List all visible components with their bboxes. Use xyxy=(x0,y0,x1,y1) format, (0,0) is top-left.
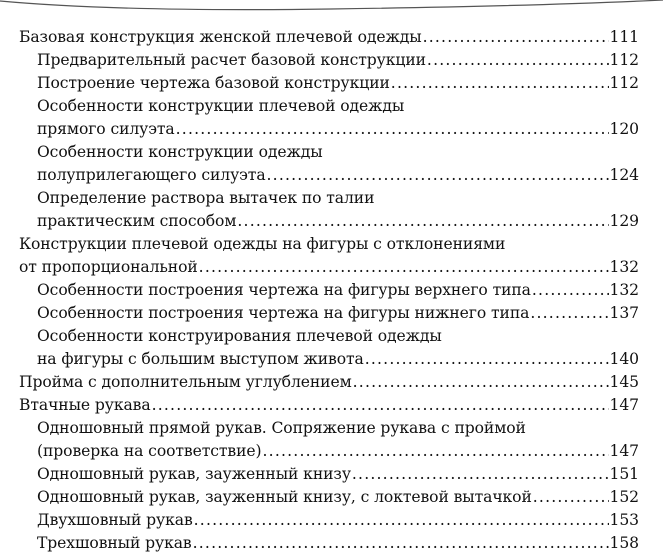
toc-entry-last-line xyxy=(19,371,639,394)
toc-page-number: 112 xyxy=(609,74,639,92)
toc-entry[interactable] xyxy=(19,233,639,279)
toc-entry-title: прямого силуэта xyxy=(37,120,175,138)
toc-entry-last-line xyxy=(37,279,639,302)
toc-entry[interactable] xyxy=(19,49,639,72)
dot-leader xyxy=(263,440,609,463)
toc-entry-title: Трехшовный рукав xyxy=(37,534,192,552)
toc-entry[interactable] xyxy=(19,371,639,394)
toc-entry-last-line xyxy=(37,532,639,555)
toc-entry-line xyxy=(37,417,639,440)
dot-leader xyxy=(365,348,609,371)
dot-leader xyxy=(423,26,609,49)
toc-entry[interactable] xyxy=(19,394,639,417)
toc-page-number: 158 xyxy=(609,534,639,552)
toc-entry-title: практическим способом xyxy=(37,212,237,230)
toc-entry-title: Втачные рукава xyxy=(19,396,151,414)
toc-entry[interactable] xyxy=(19,509,639,532)
toc-entry[interactable] xyxy=(19,302,639,325)
toc-entry-title: Одношовный прямой рукав. Сопряжение рукава с проймой xyxy=(37,419,526,437)
toc-entry-title: Особенности конструкции плечевой одежды xyxy=(37,97,405,115)
dot-leader xyxy=(199,256,609,279)
toc-page-number: 129 xyxy=(609,212,639,230)
dot-leader xyxy=(267,164,609,187)
toc-entry-title: Особенности построения чертежа на фигуры нижнего типа xyxy=(37,304,530,322)
dot-leader xyxy=(427,49,609,72)
toc-entry-title: Предварительный расчет базовой конструкции xyxy=(37,51,426,69)
toc-entry[interactable] xyxy=(19,141,639,187)
toc-entry-title: Особенности построения чертежа на фигуры верхнего типа xyxy=(37,281,531,299)
dot-leader xyxy=(353,371,609,394)
toc-entry-last-line xyxy=(37,49,639,72)
toc-entry-last-line xyxy=(37,509,639,532)
dot-leader xyxy=(194,509,609,532)
toc-entry[interactable] xyxy=(19,463,639,486)
toc-page-number: 147 xyxy=(609,442,639,460)
toc-entry-last-line xyxy=(37,348,639,371)
toc-page-number: 153 xyxy=(609,511,639,529)
dot-leader xyxy=(391,72,609,95)
toc-entry-title: Особенности конструирования плечевой одежды xyxy=(37,327,442,345)
toc-page-number: 145 xyxy=(609,373,639,391)
toc-entry-title: на фигуры с большим выступом живота xyxy=(37,350,364,368)
toc-entry[interactable] xyxy=(19,187,639,233)
toc-entry-title: Особенности конструкции одежды xyxy=(37,143,323,161)
toc-page-number: 120 xyxy=(609,120,639,138)
toc-entry[interactable] xyxy=(19,417,639,463)
toc-page-number: 152 xyxy=(609,488,639,506)
table-of-contents xyxy=(19,26,639,555)
toc-entry-line xyxy=(37,141,639,164)
toc-page-number: 147 xyxy=(609,396,639,414)
toc-entry[interactable] xyxy=(19,95,639,141)
toc-entry-last-line xyxy=(37,210,639,233)
toc-entry-last-line xyxy=(19,394,639,417)
toc-entry-last-line xyxy=(37,486,639,509)
dot-leader xyxy=(176,118,609,141)
toc-entry-last-line xyxy=(37,72,639,95)
toc-page-number: 132 xyxy=(609,258,639,276)
toc-entry-title: Двухшовный рукав xyxy=(37,511,193,529)
toc-entry-line xyxy=(37,325,639,348)
toc-entry[interactable] xyxy=(19,72,639,95)
toc-entry-last-line xyxy=(37,164,639,187)
toc-entry-last-line xyxy=(37,302,639,325)
toc-entry-title: Базовая конструкция женской плечевой одежды xyxy=(19,28,422,46)
toc-entry-title: (проверка на соответствие) xyxy=(37,442,262,460)
toc-entry-last-line xyxy=(37,463,639,486)
toc-entry-title: полуприлегающего силуэта xyxy=(37,166,266,184)
toc-entry[interactable] xyxy=(19,325,639,371)
toc-entry-title: Пройма с дополнительным углублением xyxy=(19,373,352,391)
dot-leader xyxy=(352,463,609,486)
toc-entry-line xyxy=(19,233,639,256)
toc-page-number: 112 xyxy=(609,51,639,69)
toc-entry-last-line xyxy=(37,440,639,463)
toc-page-number: 151 xyxy=(609,465,639,483)
toc-entry-title: Конструкции плечевой одежды на фигуры с отклонениями xyxy=(19,235,506,253)
dot-leader xyxy=(152,394,609,417)
toc-page-number: 140 xyxy=(609,350,639,368)
dot-leader xyxy=(193,532,609,555)
toc-entry-line xyxy=(37,187,639,210)
toc-entry[interactable] xyxy=(19,486,639,509)
dot-leader xyxy=(533,486,609,509)
toc-entry[interactable] xyxy=(19,532,639,555)
dot-leader xyxy=(237,210,608,233)
toc-entry-last-line xyxy=(37,118,639,141)
toc-page-number: 132 xyxy=(609,281,639,299)
toc-entry[interactable] xyxy=(19,26,639,49)
toc-entry-last-line xyxy=(19,26,639,49)
page-edge-decoration xyxy=(0,0,663,14)
toc-entry[interactable] xyxy=(19,279,639,302)
toc-entry-title: Определение раствора вытачек по талии xyxy=(37,189,375,207)
toc-entry-title: от пропорциональной xyxy=(19,258,198,276)
toc-entry-last-line xyxy=(19,256,639,279)
toc-page-number: 124 xyxy=(609,166,639,184)
toc-page-number: 137 xyxy=(609,304,639,322)
toc-entry-line xyxy=(37,95,639,118)
toc-entry-title: Одношовный рукав, зауженный книзу, с локтевой вытачкой xyxy=(37,488,532,506)
toc-entry-title: Одношовный рукав, зауженный книзу xyxy=(37,465,351,483)
toc-entry-title: Построение чертежа базовой конструкции xyxy=(37,74,390,92)
toc-page-number: 111 xyxy=(609,28,639,46)
dot-leader xyxy=(530,302,608,325)
dot-leader xyxy=(532,279,609,302)
